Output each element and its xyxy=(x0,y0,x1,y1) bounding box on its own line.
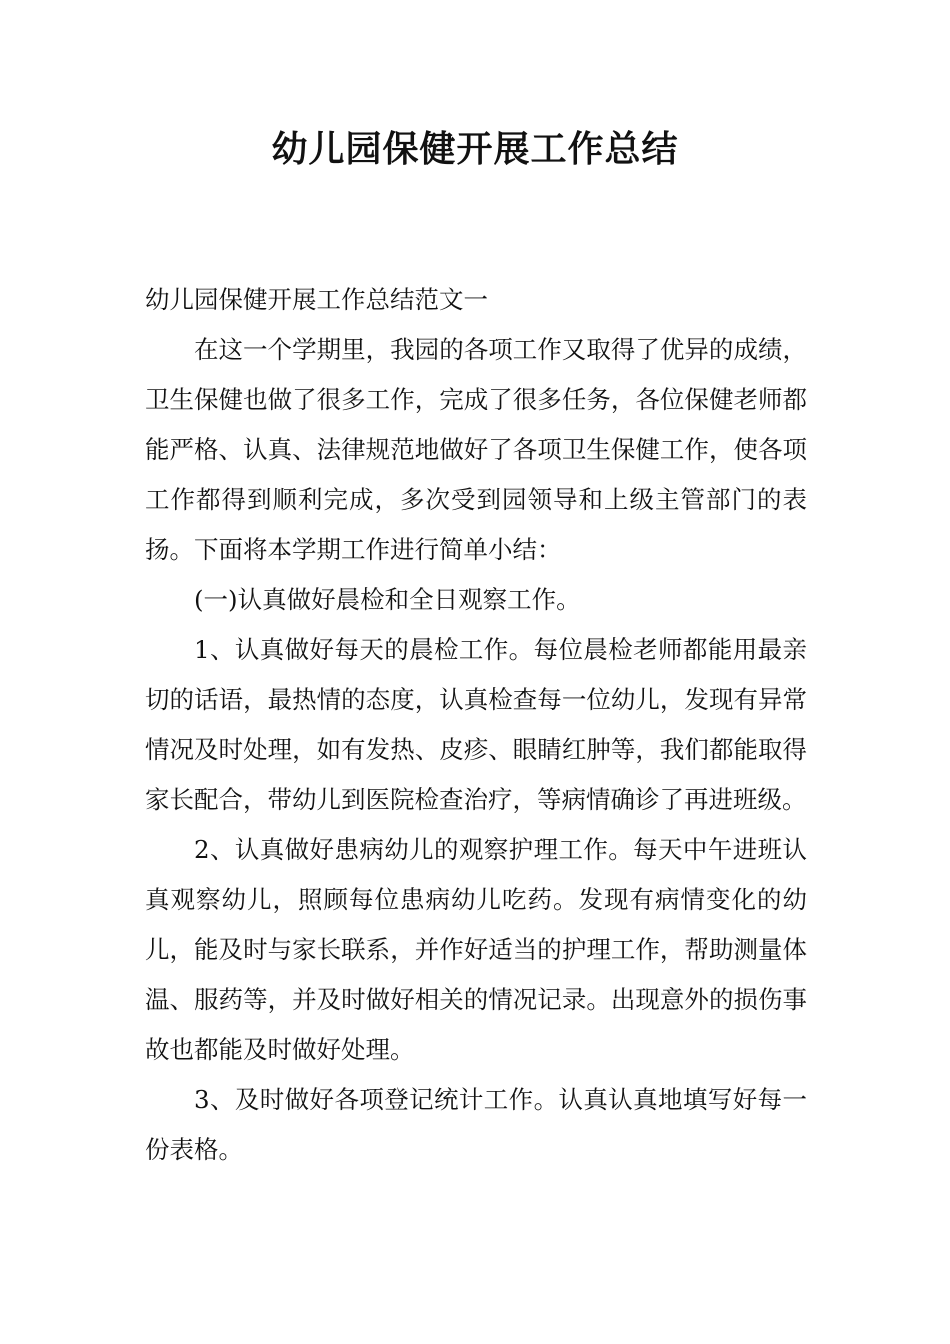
section-heading: 幼儿园保健开展工作总结范文一 xyxy=(145,285,488,314)
document-body xyxy=(145,275,807,1175)
paragraph-item-3: 3、及时做好各项登记统计工作。认真认真地填写好每一份表格。 xyxy=(145,1085,807,1164)
paragraph-item-2: 2、认真做好患病幼儿的观察护理工作。每天中午进班认真观察幼儿，照顾每位患病幼儿吃药。发现有病情变化的幼儿，能及时与家长联系，并作好适当的护理工作，帮助测量体温、服药等，并及时做好相关的情况记录。出现意外的损伤事故也都能及时做好处理。 xyxy=(145,835,807,1064)
paragraph-item-1: 1、认真做好每天的晨检工作。每位晨检老师都能用最亲切的话语，最热情的态度，认真检查每一位幼儿，发现有异常情况及时处理，如有发热、皮疹、眼睛红肿等，我们都能取得家长配合，带幼儿到医院检查治疗，等病情确诊了再进班级。 xyxy=(145,635,807,814)
paragraph-section-one: (一)认真做好晨检和全日观察工作。 xyxy=(194,585,581,614)
document-title: 幼儿园保健开展工作总结 xyxy=(271,129,679,170)
paragraph-intro: 在这一个学期里，我园的各项工作又取得了优异的成绩，卫生保健也做了很多工作，完成了很多任务，各位保健老师都能严格、认真、法律规范地做好了各项卫生保健工作，使各项工作都得到顺利完成，多次受到园领导和上级主管部门的表扬。下面将本学期工作进行简单小结： xyxy=(145,335,807,564)
